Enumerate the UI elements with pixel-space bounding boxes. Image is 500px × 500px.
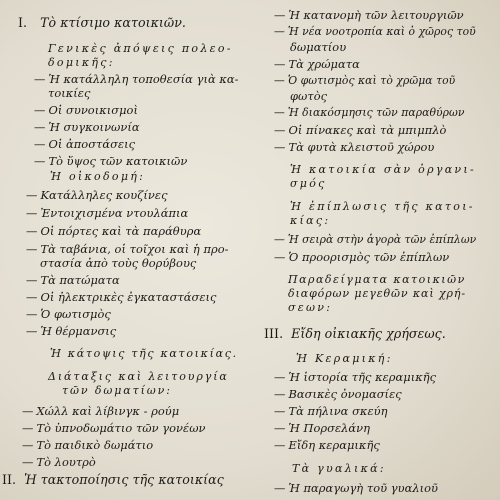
subheading-arrangement: Διάταξις καὶ λειτουργία — [48, 370, 229, 383]
list-item-cont: τοικίες — [48, 86, 91, 100]
subheading-ceramic: Ἡ Κεραμική: — [296, 352, 393, 365]
list-item: — Ἡ κατανομὴ τῶν λειτουργιῶν — [274, 8, 464, 22]
list-item: — Ἡ ἱστορία τῆς κεραμικῆς — [274, 370, 437, 384]
subheading-general: Γενικὲς ἀπόψεις πολεο- — [48, 42, 233, 55]
list-item: — Χώλλ καὶ λίβινγκ - ρούμ — [22, 404, 180, 418]
list-item: — Ἡ συγκοινωνία — [34, 120, 140, 134]
list-item: — Τὸ ὑπνοδωμάτιο τῶν γονέων — [22, 421, 206, 435]
list-item: — Ἡ θέρμανσις — [26, 324, 117, 338]
list-item-cont: φωτὸς — [290, 89, 328, 103]
subheading-glass: Τὰ γυαλικά: — [292, 462, 386, 475]
section-title: Ἡ τακτοποίησις τῆς κατοικίας — [24, 472, 224, 487]
list-item: — Ὁ προορισμὸς τῶν ἐπίπλων — [274, 250, 450, 264]
list-item: — Οἱ ἠλεκτρικὲς ἐγκαταστάσεις — [26, 290, 217, 304]
subheading-dwelling: Ἡ κατοικία σὰν ὀργανι- — [290, 163, 477, 176]
list-item: — Ἡ Πορσελάνη — [274, 421, 370, 435]
section-title: Τὸ κτίσιμο κατοικιῶν. — [40, 15, 186, 30]
list-item: — Τὰ φυτὰ κλειστοῦ χώρου — [274, 140, 435, 154]
subheading-plan: Ἡ κάτοψις τῆς κατοικίας. — [50, 347, 238, 360]
list-item: — Τὸ λουτρὸ — [22, 455, 96, 469]
list-item: — Τὸ ὕψος τῶν κατοικιῶν — [34, 154, 188, 168]
list-item-cont: στασία ἀπὸ τοὺς θορύβους — [40, 256, 197, 270]
subheading-examples-cont: διαφόρων μεγεθῶν καὶ χρή- — [288, 287, 467, 300]
list-item: — Τὰ ταβάνια, οἱ τοῖχοι καὶ ἡ προ- — [26, 242, 229, 256]
list-item: — Ἐντοιχισμένα ντουλάπια — [26, 206, 189, 220]
list-item: — Ἡ διακόσμησις τῶν παραθύρων — [274, 106, 465, 119]
list-item: — Τὸ παιδικὸ δωμάτιο — [22, 438, 154, 452]
list-item: — Ἡ νέα νοοτροπία καὶ ὁ χῶρος τοῦ — [274, 25, 476, 38]
section-2-heading — [2, 473, 224, 487]
list-item: — Ὁ φωτισμὸς καὶ τὸ χρῶμα τοῦ — [274, 74, 456, 87]
list-item: — Ὁ φωτισμὸς — [26, 307, 111, 321]
subheading-building: Ἡ οἰκοδομή: — [50, 170, 146, 183]
section-number: II. — [2, 472, 17, 487]
section-number: I. — [18, 15, 28, 30]
section-1-heading — [18, 16, 186, 30]
list-item: — Οἱ ἀποστάσεις — [34, 137, 136, 151]
list-item-cont: δωματίου — [290, 40, 347, 54]
list-item: — Οἱ πόρτες καὶ τὰ παράθυρα — [26, 224, 202, 238]
subheading-examples: Παραδείγματα κατοικιῶν — [288, 273, 466, 286]
list-item: — Εἴδη κεραμικῆς — [274, 438, 380, 452]
section-3-heading — [264, 327, 446, 341]
subheading-arrangement-cont: τῶν δωματίων: — [62, 384, 172, 397]
list-item: — Τὰ πήλινα σκεύη — [274, 404, 388, 418]
subheading-furnishing: Ἡ ἐπίπλωσις τῆς κατοι- — [290, 200, 475, 213]
list-item: — Βασικὲς ὀνομασίες — [274, 387, 402, 401]
subheading-furnishing-cont: κίας: — [290, 214, 331, 227]
list-item: — Ἡ παραγωγὴ τοῦ γυαλιοῦ — [274, 481, 438, 495]
section-title: Εἴδη οἰκιακῆς χρήσεως. — [291, 326, 446, 341]
list-item: — Κατάλληλες κουζίνες — [26, 188, 168, 202]
subheading-examples-cont: σεων: — [288, 301, 333, 314]
list-item: — Οἱ συνοικισμοὶ — [34, 103, 138, 117]
list-item: — Τὰ πατώματα — [26, 273, 120, 287]
subheading-dwelling-cont: σμός — [290, 177, 327, 190]
list-item: — Τὰ χρώματα — [274, 57, 360, 71]
list-item: — Ἡ κατάλληλη τοποθεσία γιὰ κα- — [34, 72, 239, 86]
list-item: — Ἡ σειρὰ στὴν ἀγορὰ τῶν ἐπίπλων — [274, 233, 477, 246]
subheading-general-cont: δομικῆς: — [48, 56, 115, 69]
section-number: III. — [264, 326, 284, 341]
list-item: — Οἱ πίνακες καὶ τὰ μπιμπλὸ — [274, 123, 447, 137]
